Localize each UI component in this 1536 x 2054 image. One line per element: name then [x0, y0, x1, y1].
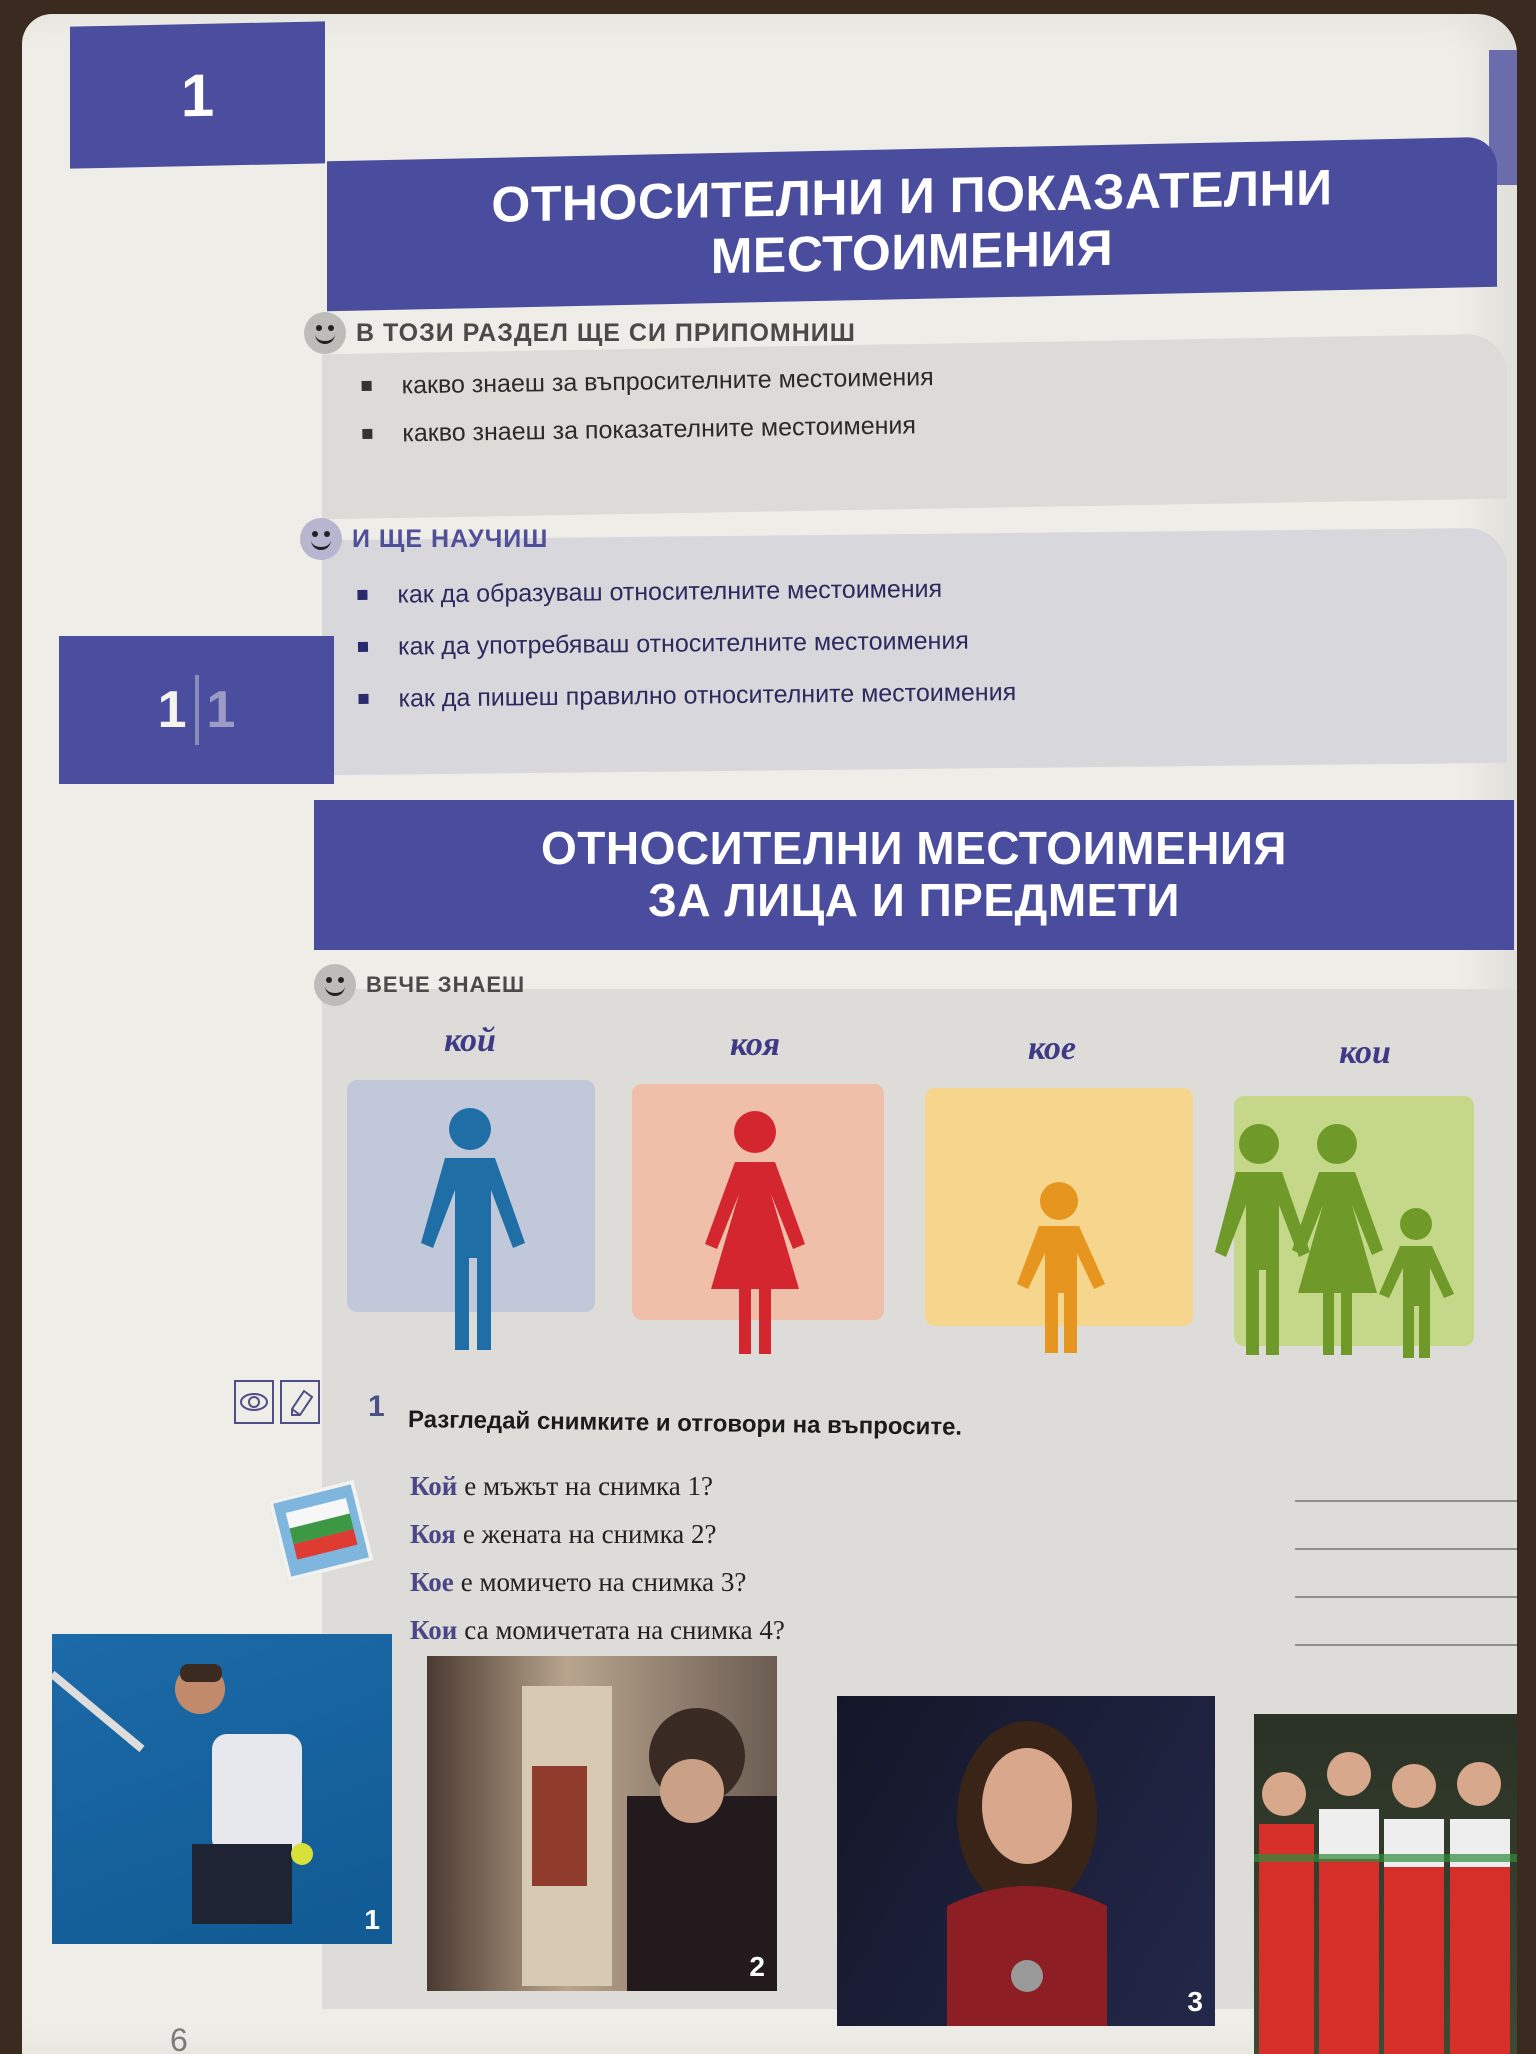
exercise-instruction: Разгледай снимките и отговори на въпросите.: [407, 1406, 963, 1441]
bullet-icon: [358, 642, 368, 652]
remember-heading-text: В ТОЗИ РАЗДЕЛ ЩЕ СИ ПРИПОМНИШ: [356, 318, 856, 347]
known-heading-text: ВЕЧЕ ЗНАЕШ: [366, 972, 526, 997]
question-row: Коя е жената на снимка 2?: [410, 1510, 785, 1558]
exercise-number: 1: [368, 1390, 385, 1423]
eye-icon: [234, 1380, 274, 1424]
subunit-major: 1: [157, 681, 187, 739]
page-number: 6: [170, 2022, 188, 2054]
smiley-icon: [314, 964, 356, 1006]
chapter-title-banner: [327, 137, 1497, 312]
man-icon: [347, 1080, 595, 1340]
pronoun-label-koya: коя: [729, 1026, 780, 1063]
photo-4: [1254, 1714, 1517, 2054]
question-row: Кой е мъжът на снимка 1?: [410, 1462, 785, 1510]
photo-2: [427, 1656, 777, 1991]
gymnastics-team-image: [1254, 1714, 1517, 2054]
question-row: Кое е момичето на снимка 3?: [410, 1558, 785, 1606]
list-item: как да пишеш правилно относителните местоимения: [358, 666, 1016, 725]
known-heading: [314, 964, 525, 1006]
learn-heading-text: И ЩЕ НАУЧИШ: [352, 524, 549, 553]
answer-line[interactable]: [1295, 1548, 1517, 1550]
bullet-icon: [362, 381, 372, 391]
photo-3: [837, 1696, 1215, 2026]
answer-line[interactable]: [1295, 1500, 1517, 1502]
tennis-player-image: [52, 1634, 392, 1944]
list-item: как да употребяваш относителните местоимения: [358, 614, 1016, 673]
section-title-line2: ЗА ЛИЦА И ПРЕДМЕТИ: [648, 874, 1180, 926]
answer-line[interactable]: [1295, 1644, 1517, 1646]
chapter-title-line1: ОТНОСИТЕЛНИ И ПОКАЗАТЕЛНИ: [491, 159, 1333, 233]
bullet-icon: [357, 590, 367, 600]
smiley-icon: [304, 312, 346, 354]
remember-list: [361, 353, 935, 458]
section-title-line1: ОТНОСИТЕЛНИ МЕСТОИМЕНИЯ: [541, 822, 1287, 875]
task-type-icons: [234, 1380, 320, 1424]
textbook-page: [22, 14, 1517, 2054]
bullet-icon: [358, 694, 368, 704]
divider: [195, 675, 199, 745]
woman-tile: [632, 1084, 884, 1320]
elderly-woman-image: [427, 1656, 777, 1991]
unit-number-badge: [70, 21, 325, 168]
section-title-banner: [314, 800, 1514, 950]
unit-number: 1: [180, 61, 215, 129]
chapter-title-line2: МЕСТОИМЕНИЯ: [710, 219, 1114, 285]
answer-line[interactable]: [1295, 1596, 1517, 1598]
bullet-icon: [362, 429, 372, 439]
woman-icon: [632, 1084, 884, 1344]
pronoun-label-koe: кое: [1027, 1030, 1077, 1067]
subunit-minor: 1: [206, 681, 236, 739]
man-tile: [347, 1080, 595, 1312]
girl-singing-image: [837, 1696, 1215, 2026]
list-item: какво знаеш за въпросителните местоимения: [361, 353, 934, 410]
photo-number: 3: [1187, 1986, 1203, 2017]
child-icon: [925, 1088, 1193, 1348]
list-item: как да образуваш относителните местоимения: [357, 562, 1015, 621]
pronoun-label-koi: кои: [1339, 1034, 1391, 1071]
pencil-icon: [280, 1380, 320, 1424]
family-tile: [1234, 1096, 1474, 1346]
subunit-number-badge: [59, 636, 334, 784]
pronoun-label-koy: кой: [444, 1022, 496, 1059]
learn-heading: [300, 518, 548, 560]
list-item: какво знаеш за показателните местоимения: [362, 401, 935, 458]
family-icon: [1234, 1096, 1474, 1376]
learn-list: [357, 562, 1016, 725]
photo-number: 2: [749, 1951, 765, 1982]
question-list: [410, 1462, 785, 1654]
question-row: Кои са момичетата на снимка 4?: [410, 1606, 785, 1654]
child-tile: [925, 1088, 1193, 1326]
photo-1: [52, 1634, 392, 1944]
photo-number: 1: [364, 1904, 380, 1935]
remember-heading: [304, 312, 856, 354]
smiley-icon: [300, 518, 342, 560]
